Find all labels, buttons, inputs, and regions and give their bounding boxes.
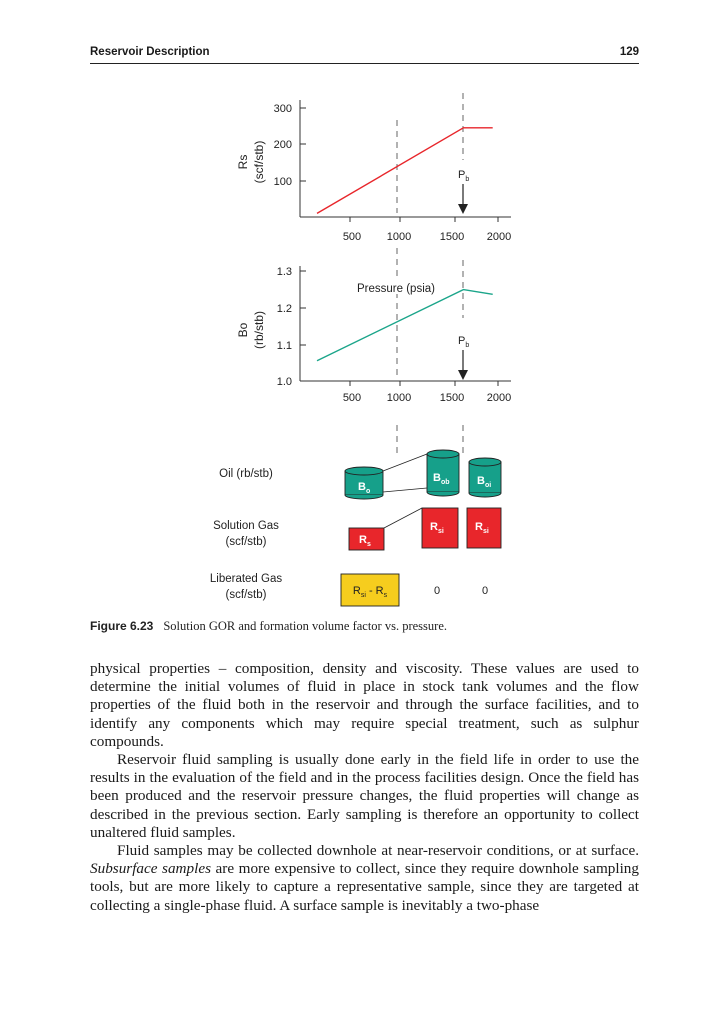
bo-xtick-label: 1000: [386, 392, 412, 404]
bo-cylinder: [345, 467, 383, 499]
liberated-gas-row-label: Liberated Gas: [209, 573, 283, 585]
body-text: [90, 660, 639, 915]
rs-box-label: $R_s$: [359, 534, 371, 548]
bo-series-line: [317, 290, 493, 361]
rs-ylabel-unit: (scf/stb): [252, 140, 266, 184]
oil-connector: [383, 454, 427, 471]
bo-chart: [236, 248, 511, 404]
emphasis-term: Subsurface samples: [90, 860, 211, 878]
figure-label: Figure 6.23: [90, 619, 154, 633]
bo-pb-arrow-head: [458, 370, 468, 380]
bob-cylinder: [427, 450, 459, 496]
rs-xtick-label: 1500: [439, 231, 465, 243]
bo-xtick-label: 2000: [486, 392, 512, 404]
oil-row-label: Oil (rb/stb): [219, 468, 273, 480]
rs-xtick-label: 500: [342, 231, 362, 243]
liberated-gas-zero-initial: 0: [481, 585, 489, 597]
bob-cylinder-label: $B_{ob}$: [433, 472, 450, 486]
bo-pb-annotation: $P_b$: [458, 335, 470, 349]
bo-xtick-label: 500: [342, 392, 362, 404]
rs-ytick-label: 300: [273, 103, 292, 115]
rsi-box-initial-label: $R_{si}$: [475, 521, 489, 535]
gas-connector: [384, 508, 422, 528]
figure-caption: [90, 619, 650, 634]
rs-series-line: [317, 128, 493, 214]
rsi-box-pb-label: $R_{si}$: [430, 521, 444, 535]
rs-ylabel-name: Rs: [236, 154, 250, 170]
bo-ytick-label: 1.0: [276, 376, 292, 388]
header-rule: [90, 63, 639, 64]
bo-ytick-label: 1.3: [276, 266, 292, 278]
page-header: [90, 46, 639, 64]
rs-xtick-label: 2000: [486, 231, 512, 243]
boi-cylinder: [469, 458, 501, 497]
rs-pb-arrow-head: [458, 204, 468, 214]
bo-ylabel-name: Bo: [236, 322, 250, 338]
page-number: 129: [619, 46, 639, 58]
solution-gas-row-label: Solution Gas: [213, 520, 279, 532]
bo-ytick-label: 1.2: [276, 303, 292, 315]
rs-pb-annotation: $P_b$: [458, 169, 470, 183]
rs-ytick-label: 200: [273, 139, 292, 151]
bo-ytick-label: 1.1: [276, 340, 292, 352]
bo-xtick-label: 1500: [439, 392, 465, 404]
rs-xtick-label: 1000: [386, 231, 412, 243]
bo-cylinder-label: $B_o$: [358, 481, 371, 495]
solution-gas-row-unit: (scf/stb): [225, 536, 267, 548]
running-title: Reservoir Description: [90, 46, 210, 58]
oil-connector: [383, 488, 427, 492]
rs-ytick-label: 100: [273, 176, 292, 188]
bo-ylabel-unit: (rb/stb): [252, 310, 266, 350]
figure-caption-text: Solution GOR and formation volume factor vs. pressure.: [163, 619, 447, 633]
paragraph: physical properties – composition, density and viscosity. These values are used to determine the initial volumes of fluid in place in stock tank volumes and the flow properties of the fluid both in the reservoir and through the surface facilities, and to identify any components which may require special treatment, such as sulphur compounds.: [90, 660, 639, 750]
boi-cylinder-label: $B_{oi}$: [477, 475, 492, 489]
phase-diagram: [210, 425, 501, 606]
paragraph: Fluid samples may be collected downhole at near-reservoir conditions, or at surface. Subsurface samples are more expensive to collect, since they require downhole sampling tools, but are more likely to capture a representative sample, since they are targeted at collecting a single-phase fluid. A surface sample is inevitably a two-phase: [90, 842, 639, 914]
liberated-gas-zero-pb: 0: [433, 585, 441, 597]
rs-chart: [236, 93, 511, 243]
figure-6-23: [0, 70, 703, 615]
paragraph: Reservoir fluid sampling is usually done early in the field life in order to use the results in the evaluation of the field and in the process facilities design. Once the field has been produced and the reservoir pressure changes, the fluid properties will change as described in the previous section. Early sampling is therefore an opportunity to collect unaltered fluid samples.: [90, 751, 639, 841]
liberated-gas-row-unit: (scf/stb): [225, 589, 267, 601]
liberated-gas-box-label: $R_{si} - R_s$: [352, 585, 388, 599]
pressure-xlabel: Pressure (psia): [357, 283, 435, 295]
